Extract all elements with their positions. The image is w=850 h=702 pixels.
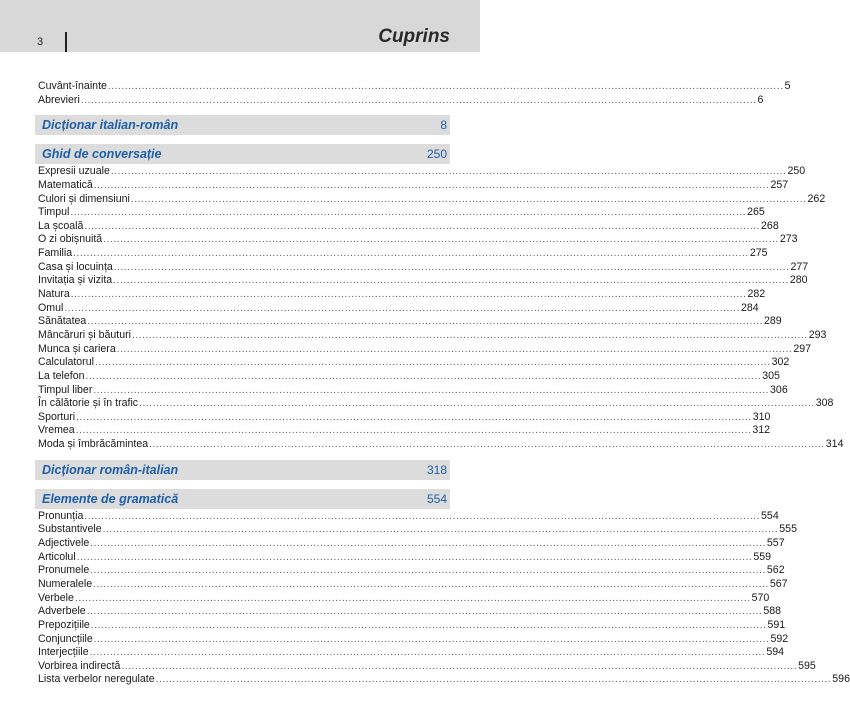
dot-leader: ........................................................................................................................................................................................................ bbox=[84, 510, 761, 522]
toc-entry-page: 284 bbox=[740, 301, 759, 314]
toc-entry-page: 250 bbox=[787, 165, 806, 178]
toc-entry-label: Omul bbox=[38, 301, 64, 314]
section-title: Elemente de gramatică bbox=[42, 491, 179, 506]
toc-entry-page: 308 bbox=[815, 397, 834, 410]
toc-entry bbox=[38, 591, 770, 606]
toc-entry-label: Abrevieri bbox=[38, 93, 80, 106]
toc-entry-label: Matematică bbox=[38, 178, 93, 191]
toc-entry-page: 596 bbox=[832, 673, 850, 686]
toc-entry bbox=[38, 328, 827, 343]
dot-leader: ........................................................................................................................................................................................................ bbox=[76, 411, 752, 423]
dot-leader: ........................................................................................................................................................................................................ bbox=[121, 660, 798, 672]
toc-entry-label: O zi obișnuită bbox=[38, 233, 103, 246]
dot-leader: ........................................................................................................................................................................................................ bbox=[103, 234, 779, 246]
toc-entry-label: Cuvânt-înainte bbox=[38, 80, 107, 92]
toc-entry-label: Natura bbox=[38, 288, 70, 301]
toc-entry-page: 559 bbox=[753, 550, 772, 563]
section-page: 318 bbox=[426, 462, 447, 477]
dot-leader: ........................................................................................................................................................................................................ bbox=[70, 207, 747, 219]
dot-leader: ........................................................................................................................................................................................................ bbox=[130, 193, 807, 205]
toc-entry-page: 592 bbox=[770, 632, 789, 645]
toc-entry-page: 306 bbox=[770, 383, 788, 396]
dot-leader: ........................................................................................................................................................................................................ bbox=[102, 524, 779, 536]
toc-entry bbox=[38, 342, 812, 357]
toc-entry-label: Familia bbox=[38, 247, 73, 260]
dot-leader: ........................................................................................................................................................................................................ bbox=[74, 592, 751, 604]
toc-entry bbox=[38, 260, 809, 275]
toc-entry bbox=[38, 383, 788, 398]
toc-entry-label: Expresii uzuale bbox=[38, 165, 110, 178]
toc-entry-label: Casa și locuința bbox=[38, 260, 113, 273]
table-of-contents bbox=[38, 80, 850, 687]
toc-entry-label: Sănătatea bbox=[38, 315, 87, 328]
toc-entry-page: 277 bbox=[790, 260, 809, 273]
dot-leader: ........................................................................................................................................................................................................ bbox=[116, 343, 793, 355]
dot-leader: ........................................................................................................................................................................................................ bbox=[84, 220, 761, 232]
section-heading bbox=[35, 460, 450, 480]
toc-entry bbox=[38, 93, 764, 108]
toc-entry-label: Adjectivele bbox=[38, 537, 90, 550]
toc-entry-page: 280 bbox=[789, 274, 808, 287]
toc-entry bbox=[38, 178, 789, 193]
dot-leader: ........................................................................................................................................................................................................ bbox=[64, 302, 740, 314]
dot-leader: ........................................................................................................................................................................................................ bbox=[113, 275, 789, 287]
toc-entry bbox=[38, 315, 782, 329]
toc-entry-page: 557 bbox=[766, 537, 785, 550]
toc-entry bbox=[38, 424, 771, 438]
toc-entry-page: 6 bbox=[757, 93, 764, 106]
toc-entry bbox=[38, 537, 785, 551]
toc-entry-page: 275 bbox=[749, 247, 768, 260]
dot-leader: ........................................................................................................................................................................................................ bbox=[149, 439, 825, 451]
dot-leader: ........................................................................................................................................................................................................ bbox=[80, 94, 757, 106]
toc-entry-label: La școală bbox=[38, 219, 84, 232]
toc-entry-label: Pronunția bbox=[38, 509, 84, 522]
toc-entry-label: Articolul bbox=[38, 550, 76, 563]
toc-entry-label: Numeralele bbox=[38, 577, 93, 590]
dot-leader: ........................................................................................................................................................................................................ bbox=[107, 81, 784, 92]
dot-leader: ........................................................................................................................................................................................................ bbox=[93, 179, 770, 191]
dot-leader: ........................................................................................................................................................................................................ bbox=[110, 166, 787, 178]
dot-leader: ........................................................................................................................................................................................................ bbox=[93, 633, 770, 645]
dot-leader: ........................................................................................................................................................................................................ bbox=[90, 565, 766, 577]
dot-leader: ........................................................................................................................................................................................................ bbox=[90, 538, 766, 550]
header-divider bbox=[65, 32, 67, 52]
dot-leader: ........................................................................................................................................................................................................ bbox=[93, 384, 770, 396]
page-number: 3 bbox=[37, 36, 44, 48]
toc-entry bbox=[38, 219, 779, 234]
toc-entry bbox=[38, 577, 788, 592]
toc-entry bbox=[38, 509, 779, 524]
toc-entry bbox=[38, 356, 790, 370]
toc-entry-page: 265 bbox=[747, 206, 765, 219]
section-page: 554 bbox=[426, 491, 447, 506]
toc-entry-page: 562 bbox=[766, 564, 785, 577]
toc-entry-label: Timpul liber bbox=[38, 383, 93, 396]
toc-entry-label: Adverbele bbox=[38, 605, 86, 618]
toc-entry bbox=[38, 659, 816, 674]
toc-entry-page: 554 bbox=[761, 509, 779, 522]
toc-entry-page: 289 bbox=[763, 315, 782, 328]
toc-entry-label: În călătorie și în trafic bbox=[38, 397, 139, 410]
page-title: Cuprins bbox=[378, 26, 450, 47]
toc-entry-label: Vremea bbox=[38, 424, 75, 437]
toc-entry-label: Invitația și vizita bbox=[38, 274, 113, 287]
section-title: Dicționar român-italian bbox=[42, 462, 179, 477]
toc-entry bbox=[38, 206, 765, 220]
toc-entry-label: Pronumele bbox=[38, 564, 90, 577]
toc-entry bbox=[38, 564, 785, 578]
section-page: 8 bbox=[440, 118, 447, 133]
section-heading bbox=[35, 489, 450, 509]
toc-entry bbox=[38, 523, 797, 537]
dot-leader: ........................................................................................................................................................................................................ bbox=[155, 674, 832, 686]
toc-entry bbox=[38, 233, 798, 247]
toc-entry bbox=[38, 632, 789, 647]
dot-leader: ........................................................................................................................................................................................................ bbox=[94, 357, 771, 369]
toc-entry-page: 305 bbox=[762, 369, 780, 382]
toc-entry-page: 268 bbox=[761, 219, 779, 232]
toc-entry-label: Prepozițiile bbox=[38, 618, 90, 631]
section-page: 250 bbox=[426, 147, 447, 162]
toc-entry bbox=[38, 397, 834, 411]
toc-entry-label: Moda și îmbrăcămintea bbox=[38, 438, 149, 451]
toc-entry-label: Munca și cariera bbox=[38, 342, 116, 355]
toc-entry-page: 591 bbox=[767, 618, 786, 631]
toc-entry bbox=[38, 274, 808, 288]
toc-entry-page: 282 bbox=[747, 288, 766, 301]
dot-leader: ........................................................................................................................................................................................................ bbox=[76, 551, 753, 563]
toc-entry bbox=[38, 550, 772, 565]
toc-entry bbox=[38, 438, 844, 452]
toc-entry-page: 5 bbox=[784, 80, 791, 92]
toc-entry-page: 312 bbox=[752, 424, 771, 437]
toc-entry-page: 314 bbox=[825, 438, 844, 451]
toc-entry-page: 302 bbox=[771, 356, 790, 369]
toc-entry-label: Vorbirea indirectă bbox=[38, 659, 121, 672]
toc-entry-label: Lista verbelor neregulate bbox=[38, 673, 155, 686]
toc-entry bbox=[38, 673, 850, 687]
toc-entry-label: Mâncăruri și băuturi bbox=[38, 328, 132, 341]
toc-entry-page: 310 bbox=[752, 410, 771, 423]
toc-entry-page: 297 bbox=[793, 342, 812, 355]
toc-entry bbox=[38, 605, 782, 619]
dot-leader: ........................................................................................................................................................................................................ bbox=[87, 316, 763, 328]
toc-entry bbox=[38, 247, 768, 261]
toc-entry bbox=[38, 192, 826, 207]
toc-entry-page: 555 bbox=[779, 523, 797, 536]
toc-entry bbox=[38, 646, 784, 660]
dot-leader: ........................................................................................................................................................................................................ bbox=[139, 398, 815, 410]
toc-entry-label: Culori și dimensiuni bbox=[38, 192, 130, 205]
dot-leader: ........................................................................................................................................................................................................ bbox=[89, 647, 766, 659]
dot-leader: ........................................................................................................................................................................................................ bbox=[113, 261, 790, 273]
toc-entry-page: 594 bbox=[766, 646, 784, 659]
toc-entry-page: 262 bbox=[807, 192, 826, 205]
toc-entry-label: Conjuncțiile bbox=[38, 632, 93, 645]
dot-leader: ........................................................................................................................................................................................................ bbox=[73, 248, 749, 260]
dot-leader: ........................................................................................................................................................................................................ bbox=[93, 578, 769, 590]
toc-entry bbox=[38, 618, 786, 633]
toc-entry-page: 257 bbox=[770, 178, 789, 191]
toc-entry bbox=[38, 288, 766, 302]
dot-leader: ........................................................................................................................................................................................................ bbox=[90, 619, 767, 631]
toc-entry-page: 273 bbox=[779, 233, 798, 246]
toc-entry-page: 595 bbox=[798, 659, 816, 672]
toc-entry-label: Timpul bbox=[38, 206, 70, 219]
toc-entry-label: Substantivele bbox=[38, 523, 102, 536]
toc-entry bbox=[38, 410, 771, 425]
toc-entry-label: Interjecțiile bbox=[38, 646, 89, 659]
toc-entry-label: Verbele bbox=[38, 591, 74, 604]
toc-entry bbox=[38, 165, 806, 179]
toc-entry bbox=[38, 301, 759, 316]
toc-entry-label: Calculatorul bbox=[38, 356, 94, 369]
dot-leader: ........................................................................................................................................................................................................ bbox=[85, 370, 762, 382]
toc-entry-page: 570 bbox=[751, 591, 770, 604]
toc-entry-page: 588 bbox=[763, 605, 782, 618]
dot-leader: ........................................................................................................................................................................................................ bbox=[70, 289, 747, 301]
page-header bbox=[0, 0, 480, 52]
toc-entry-label: Sporturi bbox=[38, 410, 76, 423]
toc-entry bbox=[38, 80, 791, 94]
dot-leader: ........................................................................................................................................................................................................ bbox=[132, 329, 808, 341]
toc-entry-page: 293 bbox=[808, 328, 827, 341]
toc-entry bbox=[38, 369, 780, 384]
section-heading bbox=[35, 144, 450, 164]
toc-entry-page: 567 bbox=[769, 577, 788, 590]
dot-leader: ........................................................................................................................................................................................................ bbox=[86, 606, 763, 618]
toc-entry-label: La telefon bbox=[38, 369, 85, 382]
section-title: Dicționar italian-român bbox=[42, 118, 179, 133]
dot-leader: ........................................................................................................................................................................................................ bbox=[75, 425, 752, 437]
section-title: Ghid de conversație bbox=[42, 147, 162, 162]
section-heading bbox=[35, 115, 450, 135]
